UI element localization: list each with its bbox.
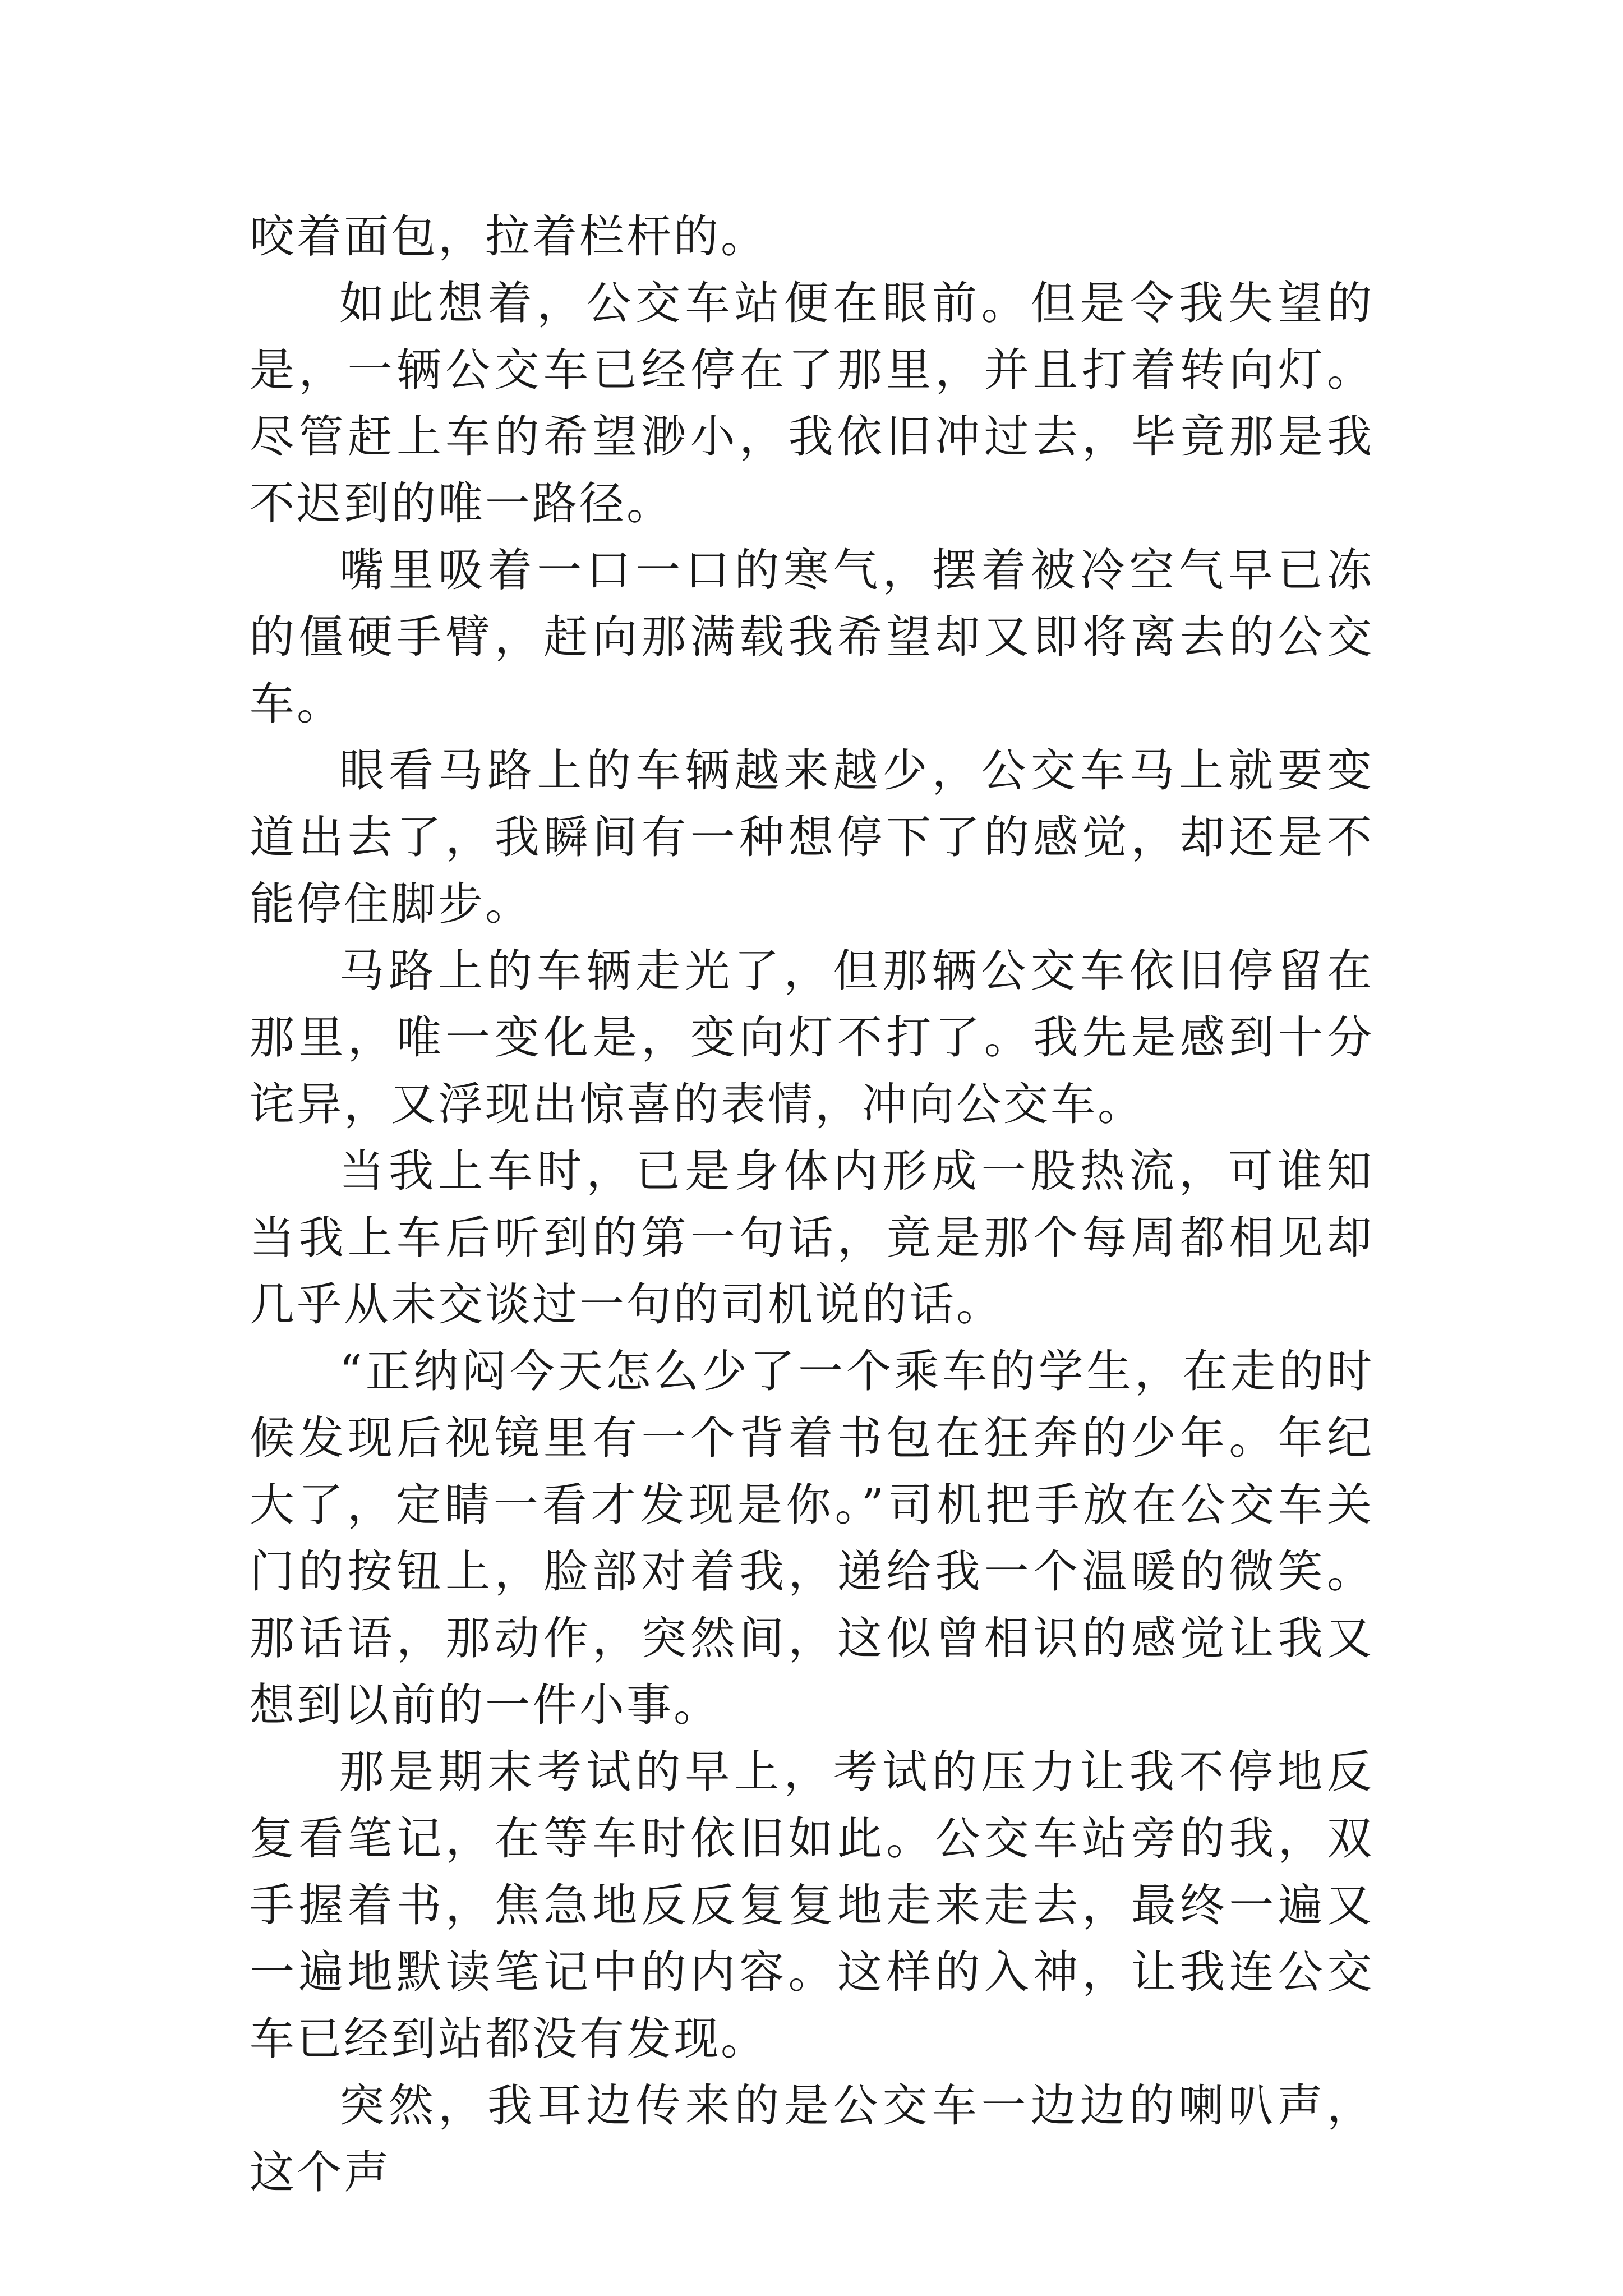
paragraph-3: 嘴里吸着一口一口的寒气，摆着被冷空气早已冻的僵硬手臂，赶向那满载我希望却又即将离去的公交车。 bbox=[250, 544, 1374, 730]
paragraph-8: 那是期末考试的早上，考试的压力让我不停地反复看笔记，在等车时依旧如此。公交车站旁的我，双手握着书，焦急地反反复复地走来走去，最终一遍又一遍地默读笔记中的内容。这样的入神，让我连公交车已经到站都没有发现。 bbox=[250, 1746, 1374, 2065]
paragraph-6: 当我上车时，已是身体内形成一股热流，可谁知当我上车后听到的第一句话，竟是那个每周都相见却几乎从未交谈过一句的司机说的话。 bbox=[250, 1145, 1374, 1331]
paragraph-4: 眼看马路上的车辆越来越少，公交车马上就要变道出去了，我瞬间有一种想停下了的感觉，却还是不能停住脚步。 bbox=[250, 744, 1374, 930]
paragraph-5: 马路上的车辆走光了，但那辆公交车依旧停留在那里，唯一变化是，变向灯不打了。我先是感到十分诧异，又浮现出惊喜的表情，冲向公交车。 bbox=[250, 945, 1374, 1130]
paragraph-1: 咬着面包，拉着栏杆的。 bbox=[250, 210, 768, 263]
paragraph-7: “正纳闷今天怎么少了一个乘车的学生，在走的时候发现后视镜里有一个背着书包在狂奔的少年。年纪大了，定睛一看才发现是你。”司机把手放在公交车关门的按钮上，脸部对着我，递给我一个温暖的微笑。那话语，那动作，突然间，这似曾相识的感觉让我又想到以前的一件小事。 bbox=[250, 1345, 1374, 1731]
paragraph-9: 突然，我耳边传来的是公交车一边边的喇叭声，这个声 bbox=[250, 2079, 1374, 2198]
body-text bbox=[250, 203, 1374, 2206]
paragraph-2: 如此想着，公交车站便在眼前。但是令我失望的是，一辆公交车已经停在了那里，并且打着转向灯。尽管赶上车的希望渺小，我依旧冲过去，毕竟那是我不迟到的唯一路径。 bbox=[250, 277, 1374, 530]
